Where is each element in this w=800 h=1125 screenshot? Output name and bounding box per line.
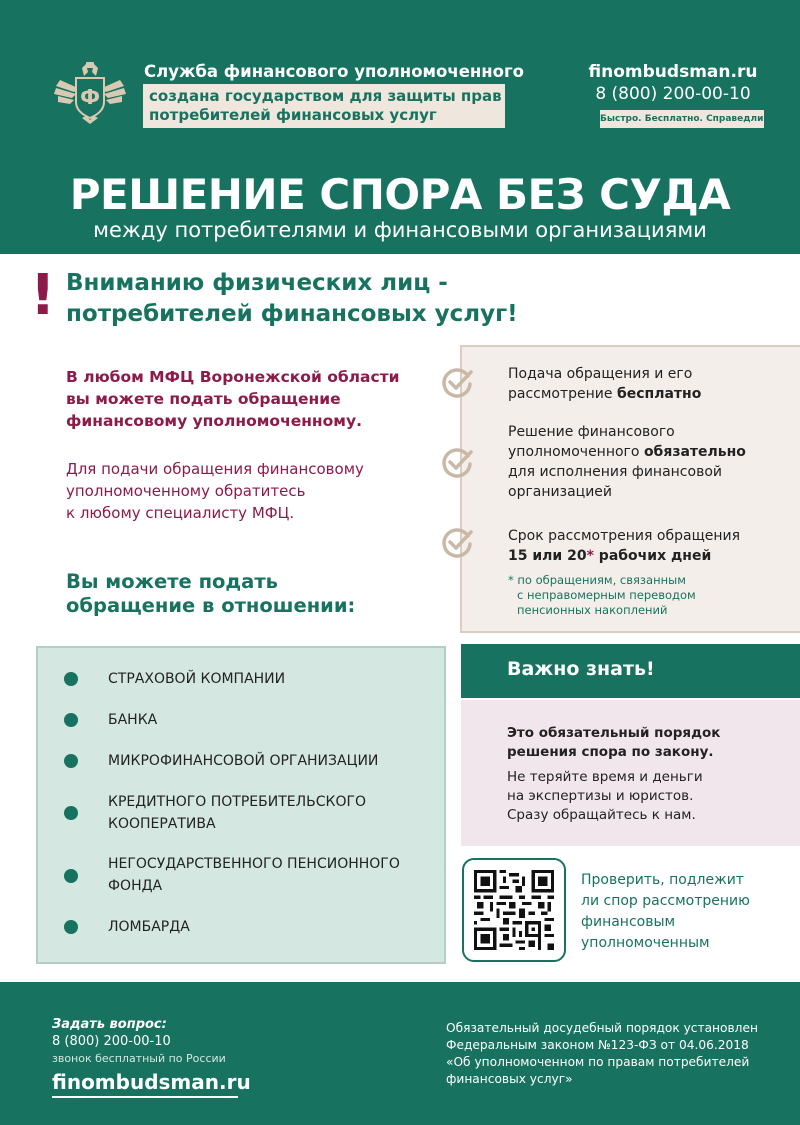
mfc-instructions-line: уполномоченному обратитесь <box>66 482 306 500</box>
attention-line: Вниманию физических лиц - <box>66 270 448 296</box>
important-line: решения спора по закону. <box>507 744 714 760</box>
list-item-line: БАНКА <box>108 712 158 728</box>
important-line: Сразу обращайтесь к нам. <box>507 807 696 823</box>
bullet-icon <box>64 920 78 934</box>
qr-code-icon[interactable] <box>474 870 554 950</box>
important-line: Это обязательный порядок <box>507 725 721 741</box>
mfc-instructions <box>66 458 364 524</box>
bullet-icon <box>64 713 78 727</box>
footer-website-link[interactable]: finombudsman.ru <box>52 1070 251 1094</box>
double-headed-eagle-emblem-icon <box>52 62 128 126</box>
attention-heading <box>66 268 518 330</box>
organization-tagline <box>143 84 505 128</box>
law-line: Обязательный досудебный порядок установлен <box>446 1021 758 1035</box>
benefit-line: Срок рассмотрения обращения <box>508 528 741 544</box>
benefit-emphasis: рабочих дней <box>593 548 712 564</box>
footnote-line: * по обращениям, связанным <box>508 573 686 587</box>
tagline-line: создана государством для защиты прав <box>149 87 502 105</box>
bullet-icon <box>64 754 78 768</box>
bullet-icon <box>64 869 78 883</box>
bullet-icon <box>64 672 78 686</box>
sub-headline: между потребителями и финансовыми организациями <box>93 218 707 242</box>
qr-caption-line: Проверить, подлежит <box>581 872 744 888</box>
check-circle-icon <box>440 526 474 560</box>
footnote-line: с неправомерным переводом <box>517 588 696 602</box>
ask-question-label: Задать вопрос: <box>52 1017 167 1032</box>
benefit-binding <box>508 422 746 502</box>
important-statement <box>507 724 720 762</box>
hotline-phone[interactable]: 8 (800) 200-00-10 <box>595 84 751 104</box>
slogan-badge: Быстро. Бесплатно. Справедливо <box>600 110 764 128</box>
list-item <box>108 916 190 938</box>
benefit-free <box>508 364 701 404</box>
benefit-line <box>508 442 746 462</box>
benefit-line: для исполнения финансовой <box>508 464 722 480</box>
mfc-notice-line: финансовому уполномоченному. <box>66 412 362 430</box>
footnote <box>508 573 696 618</box>
important-line: на экспертизы и юристов. <box>507 788 694 804</box>
important-title: Важно знать! <box>507 658 655 680</box>
benefit-emphasis: бесплатно <box>616 386 702 402</box>
benefit-text: уполномоченного <box>508 444 644 460</box>
benefit-line: Подача обращения и его <box>508 366 693 382</box>
list-item-line: ЛОМБАРДА <box>108 919 190 935</box>
mfc-notice-line: вы можете подать обращение <box>66 390 341 408</box>
attention-line: потребителей финансовых услуг! <box>66 301 518 327</box>
list-item-line: МИКРОФИНАНСОВОЙ ОРГАНИЗАЦИИ <box>108 753 379 769</box>
mfc-notice <box>66 366 400 432</box>
benefit-emphasis: обязательно <box>643 444 746 460</box>
qr-caption-line: уполномоченным <box>581 935 710 951</box>
list-item <box>108 709 157 731</box>
list-item-line: НЕГОСУДАРСТВЕННОГО ПЕНСИОННОГО <box>108 856 400 872</box>
qr-caption-line: финансовым <box>581 914 676 930</box>
list-item-line: КООПЕРАТИВА <box>108 816 216 832</box>
benefit-line <box>508 546 740 566</box>
svg-text:Ф: Ф <box>80 85 100 109</box>
list-item <box>108 668 285 690</box>
benefit-line <box>508 384 701 404</box>
benefit-term <box>508 526 740 566</box>
important-advice <box>507 768 703 825</box>
list-item-line: СТРАХОВОЙ КОМПАНИИ <box>108 671 286 687</box>
mfc-instructions-line: Для подачи обращения финансовому <box>66 460 364 478</box>
apply-heading <box>66 570 355 618</box>
benefit-line: организацией <box>508 484 613 500</box>
check-circle-icon <box>440 446 474 480</box>
exclamation-icon: ! <box>30 263 56 328</box>
law-line: финансовых услуг» <box>446 1072 573 1086</box>
benefit-text: рассмотрение <box>508 386 617 402</box>
list-item <box>108 750 378 772</box>
law-reference <box>446 1020 758 1088</box>
benefit-emphasis: 15 или 20 <box>508 548 587 564</box>
list-item <box>108 791 366 835</box>
bullet-icon <box>64 806 78 820</box>
law-line: Федеральным законом №123-ФЗ от 04.06.2018 <box>446 1038 749 1052</box>
benefit-line: Решение финансового <box>508 424 675 440</box>
footnote-star: * <box>586 548 594 564</box>
list-item-line: КРЕДИТНОГО ПОТРЕБИТЕЛЬСКОГО <box>108 794 367 810</box>
footnote-line: пенсионных накоплений <box>517 603 668 617</box>
apply-heading-line: Вы можете подать <box>66 570 278 593</box>
main-headline: РЕШЕНИЕ СПОРА БЕЗ СУДА <box>69 170 731 219</box>
tagline-line: потребителей финансовых услуг <box>149 106 437 124</box>
qr-caption-line: ли спор рассмотрению <box>581 893 750 909</box>
free-call-note: звонок бесплатный по России <box>52 1052 226 1065</box>
list-item <box>108 853 400 897</box>
check-circle-icon <box>440 366 474 400</box>
link-underline <box>52 1096 238 1098</box>
organization-name: Служба финансового уполномоченного <box>144 62 524 81</box>
mfc-instructions-line: к любому специалисту МФЦ. <box>66 504 295 522</box>
important-line: Не теряйте время и деньги <box>507 769 703 785</box>
footer-phone[interactable]: 8 (800) 200-00-10 <box>52 1034 171 1049</box>
law-line: «Об уполномоченном по правам потребителей <box>446 1055 750 1069</box>
mfc-notice-line: В любом МФЦ Воронежской области <box>66 368 400 386</box>
apply-heading-line: обращение в отношении: <box>66 594 356 617</box>
website-link[interactable]: finombudsman.ru <box>588 62 758 82</box>
qr-caption <box>581 870 750 954</box>
list-item-line: ФОНДА <box>108 878 163 894</box>
